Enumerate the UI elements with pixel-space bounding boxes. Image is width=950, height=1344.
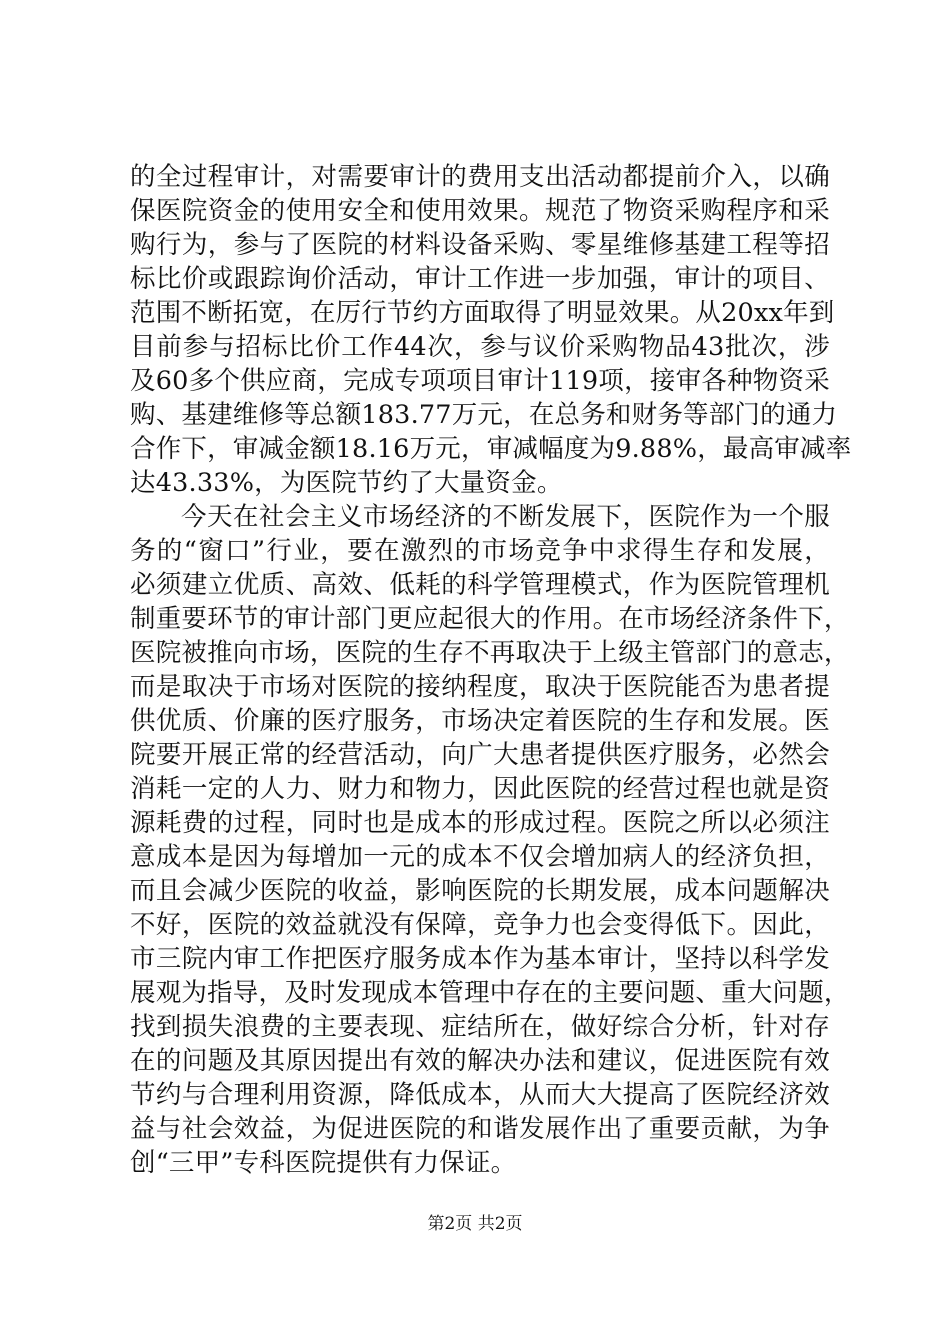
- text-line: 源耗费的过程，同时也是成本的形成过程。医院之所以必须注: [130, 808, 830, 838]
- text-line: 今天在社会主义市场经济的不断发展下，医院作为一个服: [181, 502, 830, 532]
- page-footer: [0, 1212, 950, 1236]
- text-line: 达43.33%，为医院节约了大量资金。: [130, 468, 563, 498]
- text-line: 务的“窗口”行业，要在激烈的市场竞争中求得生存和发展，: [130, 536, 830, 566]
- page-number-label: 第2页 共2页: [427, 1214, 523, 1234]
- text-line: 找到损失浪费的主要表现、症结所在，做好综合分析，针对存: [130, 1012, 830, 1042]
- text-line: 不好，医院的效益就没有保障，竞争力也会变得低下。因此，: [130, 910, 830, 940]
- paragraph-1: [130, 160, 852, 500]
- text-line: 院要开展正常的经营活动，向广大患者提供医疗服务，必然会: [130, 740, 830, 770]
- text-line: 的全过程审计，对需要审计的费用支出活动都提前介入，以确: [130, 162, 830, 192]
- paragraph-2: [130, 500, 850, 1180]
- text-line: 而且会减少医院的收益，影响医院的长期发展，成本问题解决: [130, 876, 830, 906]
- text-line: 购行为，参与了医院的材料设备采购、零星维修基建工程等招: [130, 230, 830, 260]
- text-line: 及60多个供应商，完成专项项目审计119项，接审各种物资采: [130, 366, 830, 396]
- text-line: 消耗一定的人力、财力和物力，因此医院的经营过程也就是资: [130, 774, 830, 804]
- text-line: 节约与合理利用资源，降低成本，从而大大提高了医院经济效: [130, 1080, 830, 1110]
- text-line: 范围不断拓宽，在厉行节约方面取得了明显效果。从20xx年到: [130, 298, 835, 328]
- text-line: 展观为指导，及时发现成本管理中存在的主要问题、重大问题，: [130, 978, 850, 1008]
- text-line: 目前参与招标比价工作44次，参与议价采购物品43批次，涉: [130, 332, 830, 362]
- text-line: 在的问题及其原因提出有效的解决办法和建议，促进医院有效: [130, 1046, 830, 1076]
- text-line: 而是取决于市场对医院的接纳程度，取决于医院能否为患者提: [130, 672, 830, 702]
- text-line: 必须建立优质、高效、低耗的科学管理模式，作为医院管理机: [130, 570, 830, 600]
- text-line: 购、基建维修等总额183.77万元，在总务和财务等部门的通力: [130, 400, 838, 430]
- text-line: 合作下，审减金额18.16万元，审减幅度为9.88%，最高审减率: [130, 434, 852, 464]
- text-line: 供优质、价廉的医疗服务，市场决定着医院的生存和发展。医: [130, 706, 830, 736]
- text-line: 创“三甲”专科医院提供有力保证。: [130, 1148, 517, 1178]
- text-line: 医院被推向市场，医院的生存不再取决于上级主管部门的意志，: [130, 638, 850, 668]
- text-line: 益与社会效益，为促进医院的和谐发展作出了重要贡献，为争: [130, 1114, 830, 1144]
- text-line: 制重要环节的审计部门更应起很大的作用。在市场经济条件下，: [130, 604, 850, 634]
- text-line: 保医院资金的使用安全和使用效果。规范了物资采购程序和采: [130, 196, 830, 226]
- body-text: [130, 160, 852, 1180]
- text-line: 意成本是因为每增加一元的成本不仅会增加病人的经济负担，: [130, 842, 830, 872]
- text-line: 市三院内审工作把医疗服务成本作为基本审计，坚持以科学发: [130, 944, 830, 974]
- text-line: 标比价或跟踪询价活动，审计工作进一步加强，审计的项目、: [130, 264, 830, 294]
